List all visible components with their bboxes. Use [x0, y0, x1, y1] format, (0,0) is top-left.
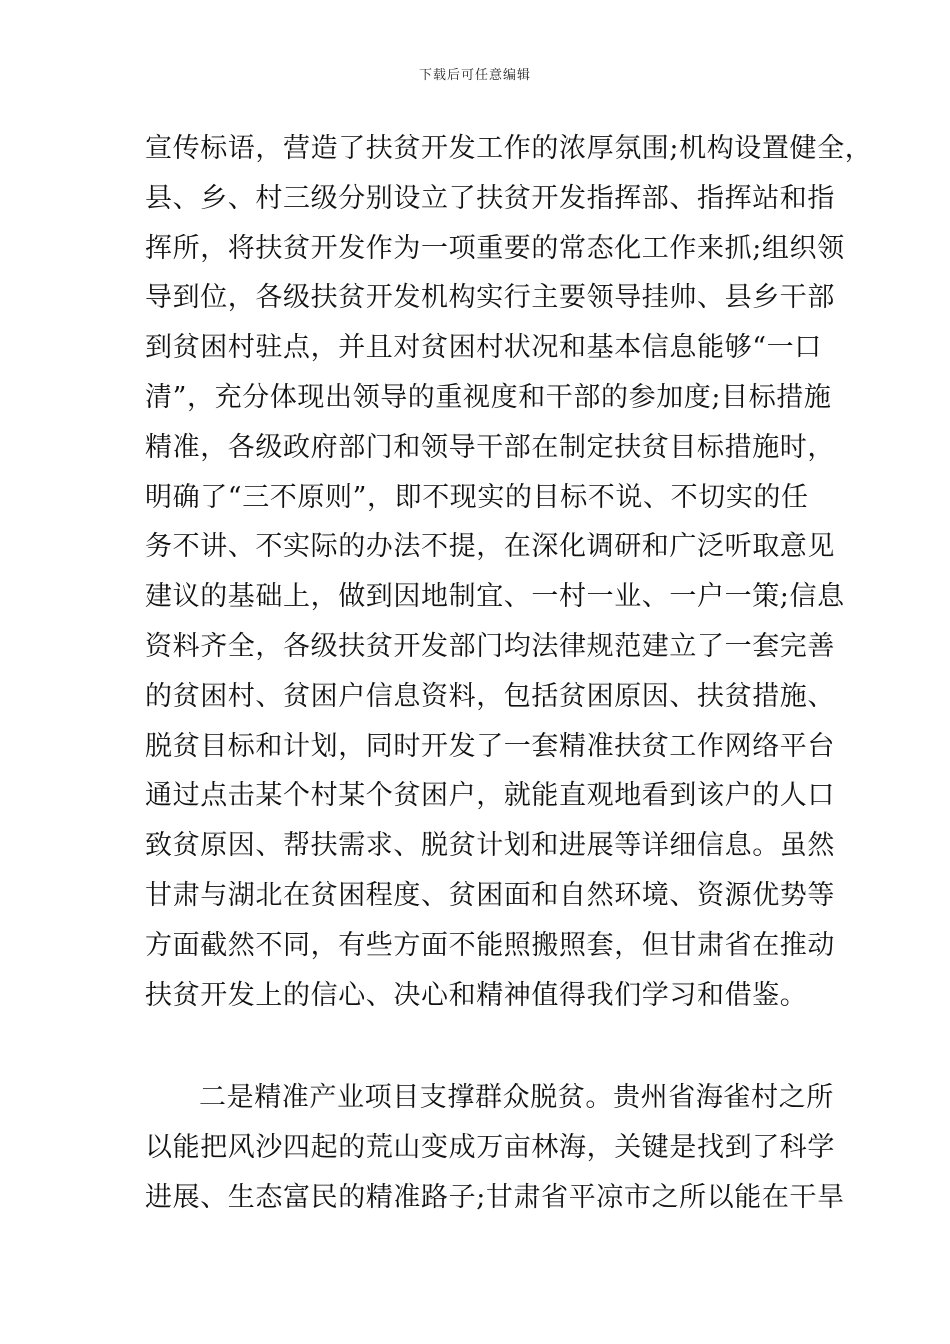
text-line: 挥所，将扶贫开发作为一项重要的常态化工作来抓;组织领 [145, 232, 845, 264]
text-line: 导到位，各级扶贫开发机构实行主要领导挂帅、县乡干部 [145, 282, 835, 314]
text-line: 的贫困村、贫困户信息资料，包括贫困原因、扶贫措施、 [145, 680, 835, 712]
text-line: 建议的基础上，做到因地制宜、一村一业、一户一策;信息 [145, 581, 845, 613]
text-line: 致贫原因、帮扶需求、脱贫计划和进展等详细信息。虽然 [145, 830, 835, 862]
text-line: 县、乡、村三级分别设立了扶贫开发指挥部、指挥站和指 [145, 182, 835, 214]
text-line: 务不讲、不实际的办法不提，在深化调研和广泛听取意见 [145, 531, 835, 563]
text-line: 扶贫开发上的信心、决心和精神值得我们学习和借鉴。 [145, 979, 808, 1011]
text-line: 脱贫目标和计划，同时开发了一套精准扶贫工作网络平台 [145, 730, 835, 762]
text-line: 方面截然不同，有些方面不能照搬照套，但甘肃省在推动 [145, 929, 835, 961]
text-line: 进展、生态富民的精准路子;甘肃省平凉市之所以能在干旱 [145, 1181, 845, 1213]
text-line: 到贫困村驻点，并且对贫困村状况和基本信息能够“一口 [145, 332, 822, 364]
body-paragraph [145, 1073, 845, 1222]
body-paragraph [145, 124, 873, 1020]
text-line: 清”，充分体现出领导的重视度和干部的参加度;目标措施 [145, 381, 832, 413]
text-line: 甘肃与湖北在贫困程度、贫困面和自然环境、资源优势等 [145, 879, 835, 911]
text-line: 精准，各级政府部门和领导干部在制定扶贫目标措施时， [145, 431, 835, 463]
page-header-note: 下载后可任意编辑 [418, 68, 531, 83]
text-line: 以能把风沙四起的荒山变成万亩林海，关键是找到了科学 [145, 1131, 835, 1163]
text-line: 资料齐全，各级扶贫开发部门均法律规范建立了一套完善 [145, 630, 835, 662]
text-line: 二是精准产业项目支撑群众脱贫。贵州省海雀村之所 [199, 1082, 834, 1113]
text-line: 明确了“三不原则”，即不现实的目标不说、不切实的任 [145, 481, 809, 513]
text-line: 宣传标语，营造了扶贫开发工作的浓厚氛围;机构设置健全， [145, 133, 873, 164]
text-line: 通过点击某个村某个贫困户，就能直观地看到该户的人口 [145, 780, 835, 812]
